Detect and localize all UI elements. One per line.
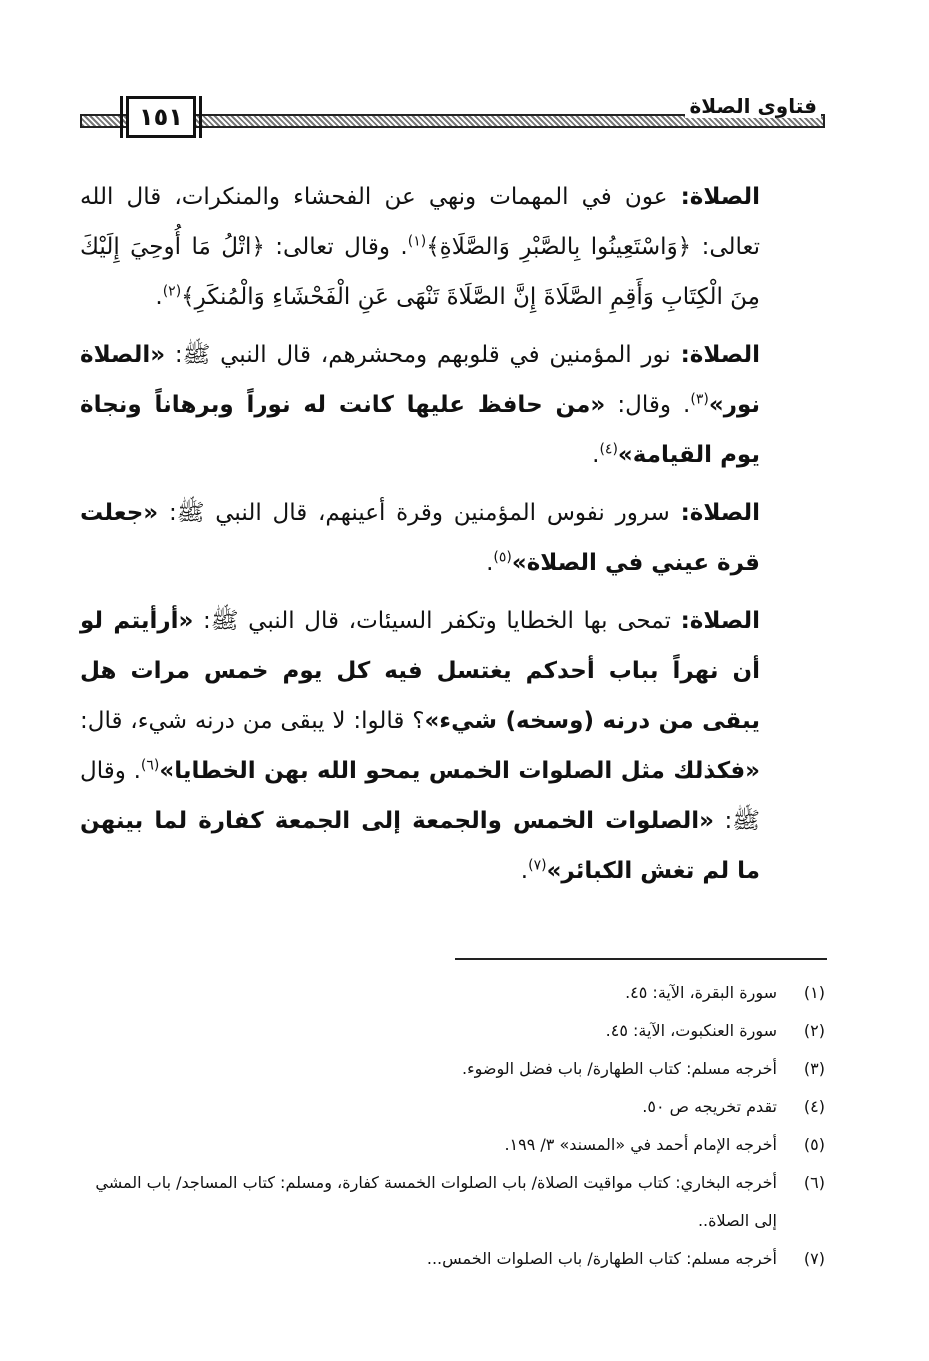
paragraph-2 — [80, 330, 760, 480]
footnote-item — [80, 1126, 825, 1164]
paragraph-text: . وقال تعالى: — [264, 234, 408, 260]
footnote-ref: (٦) — [140, 757, 160, 774]
hadith-quote: «من حافظ عليها كانت له نوراً وبرهاناً ونجاة يوم القيامة» — [80, 392, 760, 468]
paragraph-4 — [80, 596, 760, 896]
footnote-item — [80, 1164, 825, 1240]
hadith-quote: «فكذلك مثل الصلوات الخمس يمحو الله بهن الخطايا» — [159, 758, 760, 784]
footnote-item — [80, 974, 825, 1012]
footnote-item — [80, 1012, 825, 1050]
footnote-item — [80, 1050, 825, 1088]
paragraph-end: . — [520, 858, 529, 884]
paragraph-lead: الصلاة: — [680, 608, 760, 634]
footnote-text: سورة العنكبوت، الآية: ٤٥. — [605, 1021, 777, 1040]
paragraph-3 — [80, 488, 760, 588]
paragraph-lead: الصلاة: — [680, 184, 760, 210]
footnote-number: (٢) — [803, 1021, 825, 1040]
hadith-quote: «الصلاة نور» — [80, 342, 760, 418]
paragraph-1 — [80, 172, 760, 322]
paragraph-lead: الصلاة: — [680, 342, 760, 368]
paragraph-text: ؟ قالوا: لا يبقى من درنه شيء، قال: — [80, 708, 425, 734]
footnotes — [80, 974, 825, 1278]
paragraph-end: . — [155, 284, 163, 310]
footnote-item — [80, 1240, 825, 1278]
paragraph-end: . — [486, 550, 494, 576]
footnote-ref: (٥) — [493, 549, 512, 566]
hadith-quote: «أرأيتم لو أن نهراً بباب أحدكم يغتسل فيه كل يوم خمس مرات هل يبقى من درنه (وسخه) شيء» — [80, 608, 760, 734]
paragraph-text: . وقال: — [605, 392, 691, 418]
quran-verse: ﴿اتْلُ مَا أُوحِيَ إِلَيْكَ مِنَ الْكِتَابِ وَأَقِمِ الصَّلَاةَ إِنَّ الصَّلَاةَ تَنْهَى عَنِ الْفَحْشَاءِ وَالْمُنكَرِ﴾ — [80, 234, 760, 310]
footnote-text: أخرجه مسلم: كتاب الطهارة/ باب فضل الوضوء. — [462, 1059, 777, 1078]
paragraph-end: . — [592, 442, 600, 468]
footnote-number: (١) — [803, 983, 825, 1002]
footnote-number: (٤) — [803, 1097, 825, 1116]
footnote-ref: (٣) — [690, 391, 709, 408]
hadith-quote: «الصلوات الخمس والجمعة إلى الجمعة كفارة لما بينهن ما لم تغش الكبائر» — [80, 808, 760, 884]
footnote-ref: (٧) — [528, 857, 547, 874]
footnote-number: (٥) — [803, 1135, 825, 1154]
footnote-ref: (٢) — [162, 283, 182, 300]
footnote-text: أخرجه البخاري: كتاب مواقيت الصلاة/ باب الصلوات الخمسة كفارة، ومسلم: كتاب المساجد/ باب المشي إلى الصلاة.. — [95, 1173, 777, 1230]
footnote-text: تقدم تخريجه ص ٥٠. — [642, 1097, 777, 1116]
hadith-quote: «جعلت قرة عيني في الصلاة» — [80, 500, 760, 576]
footnote-item — [80, 1088, 825, 1126]
footnote-text: سورة البقرة، الآية: ٤٥. — [625, 983, 777, 1002]
footnote-number: (٧) — [803, 1249, 825, 1268]
footnote-number: (٣) — [803, 1059, 825, 1078]
quran-verse: ﴿وَاسْتَعِينُوا بِالصَّبْرِ وَالصَّلَاةِ﴾ — [426, 234, 692, 260]
paragraph-lead: الصلاة: — [680, 500, 760, 526]
paragraph-text: تمحى بها الخطايا وتكفر السيئات، قال النبي ﷺ: — [193, 608, 681, 634]
footnote-separator — [455, 958, 827, 960]
paragraph-text: نور المؤمنين في قلوبهم ومحشرهم، قال النبي ﷺ: — [165, 342, 681, 368]
page-number: ١٥١ — [126, 96, 196, 138]
main-text — [80, 172, 760, 904]
running-title: فتاوى الصلاة — [685, 94, 821, 118]
footnote-ref: (٤) — [599, 441, 618, 458]
paragraph-text: عون في المهمات ونهي عن الفحشاء والمنكرات، قال الله تعالى: — [80, 184, 761, 260]
footnote-text: أخرجه مسلم: كتاب الطهارة/ باب الصلوات الخمس... — [426, 1249, 777, 1268]
paragraph-text: سرور نفوس المؤمنين وقرة أعينهم، قال النبي ﷺ: — [158, 500, 681, 526]
footnote-ref: (١) — [407, 233, 427, 250]
footnote-number: (٦) — [803, 1173, 825, 1192]
paragraph-text: . وقال ﷺ: — [80, 758, 760, 834]
page-header — [80, 92, 825, 140]
footnote-text: أخرجه الإمام أحمد في «المسند» ٣/ ١٩٩. — [504, 1135, 777, 1154]
